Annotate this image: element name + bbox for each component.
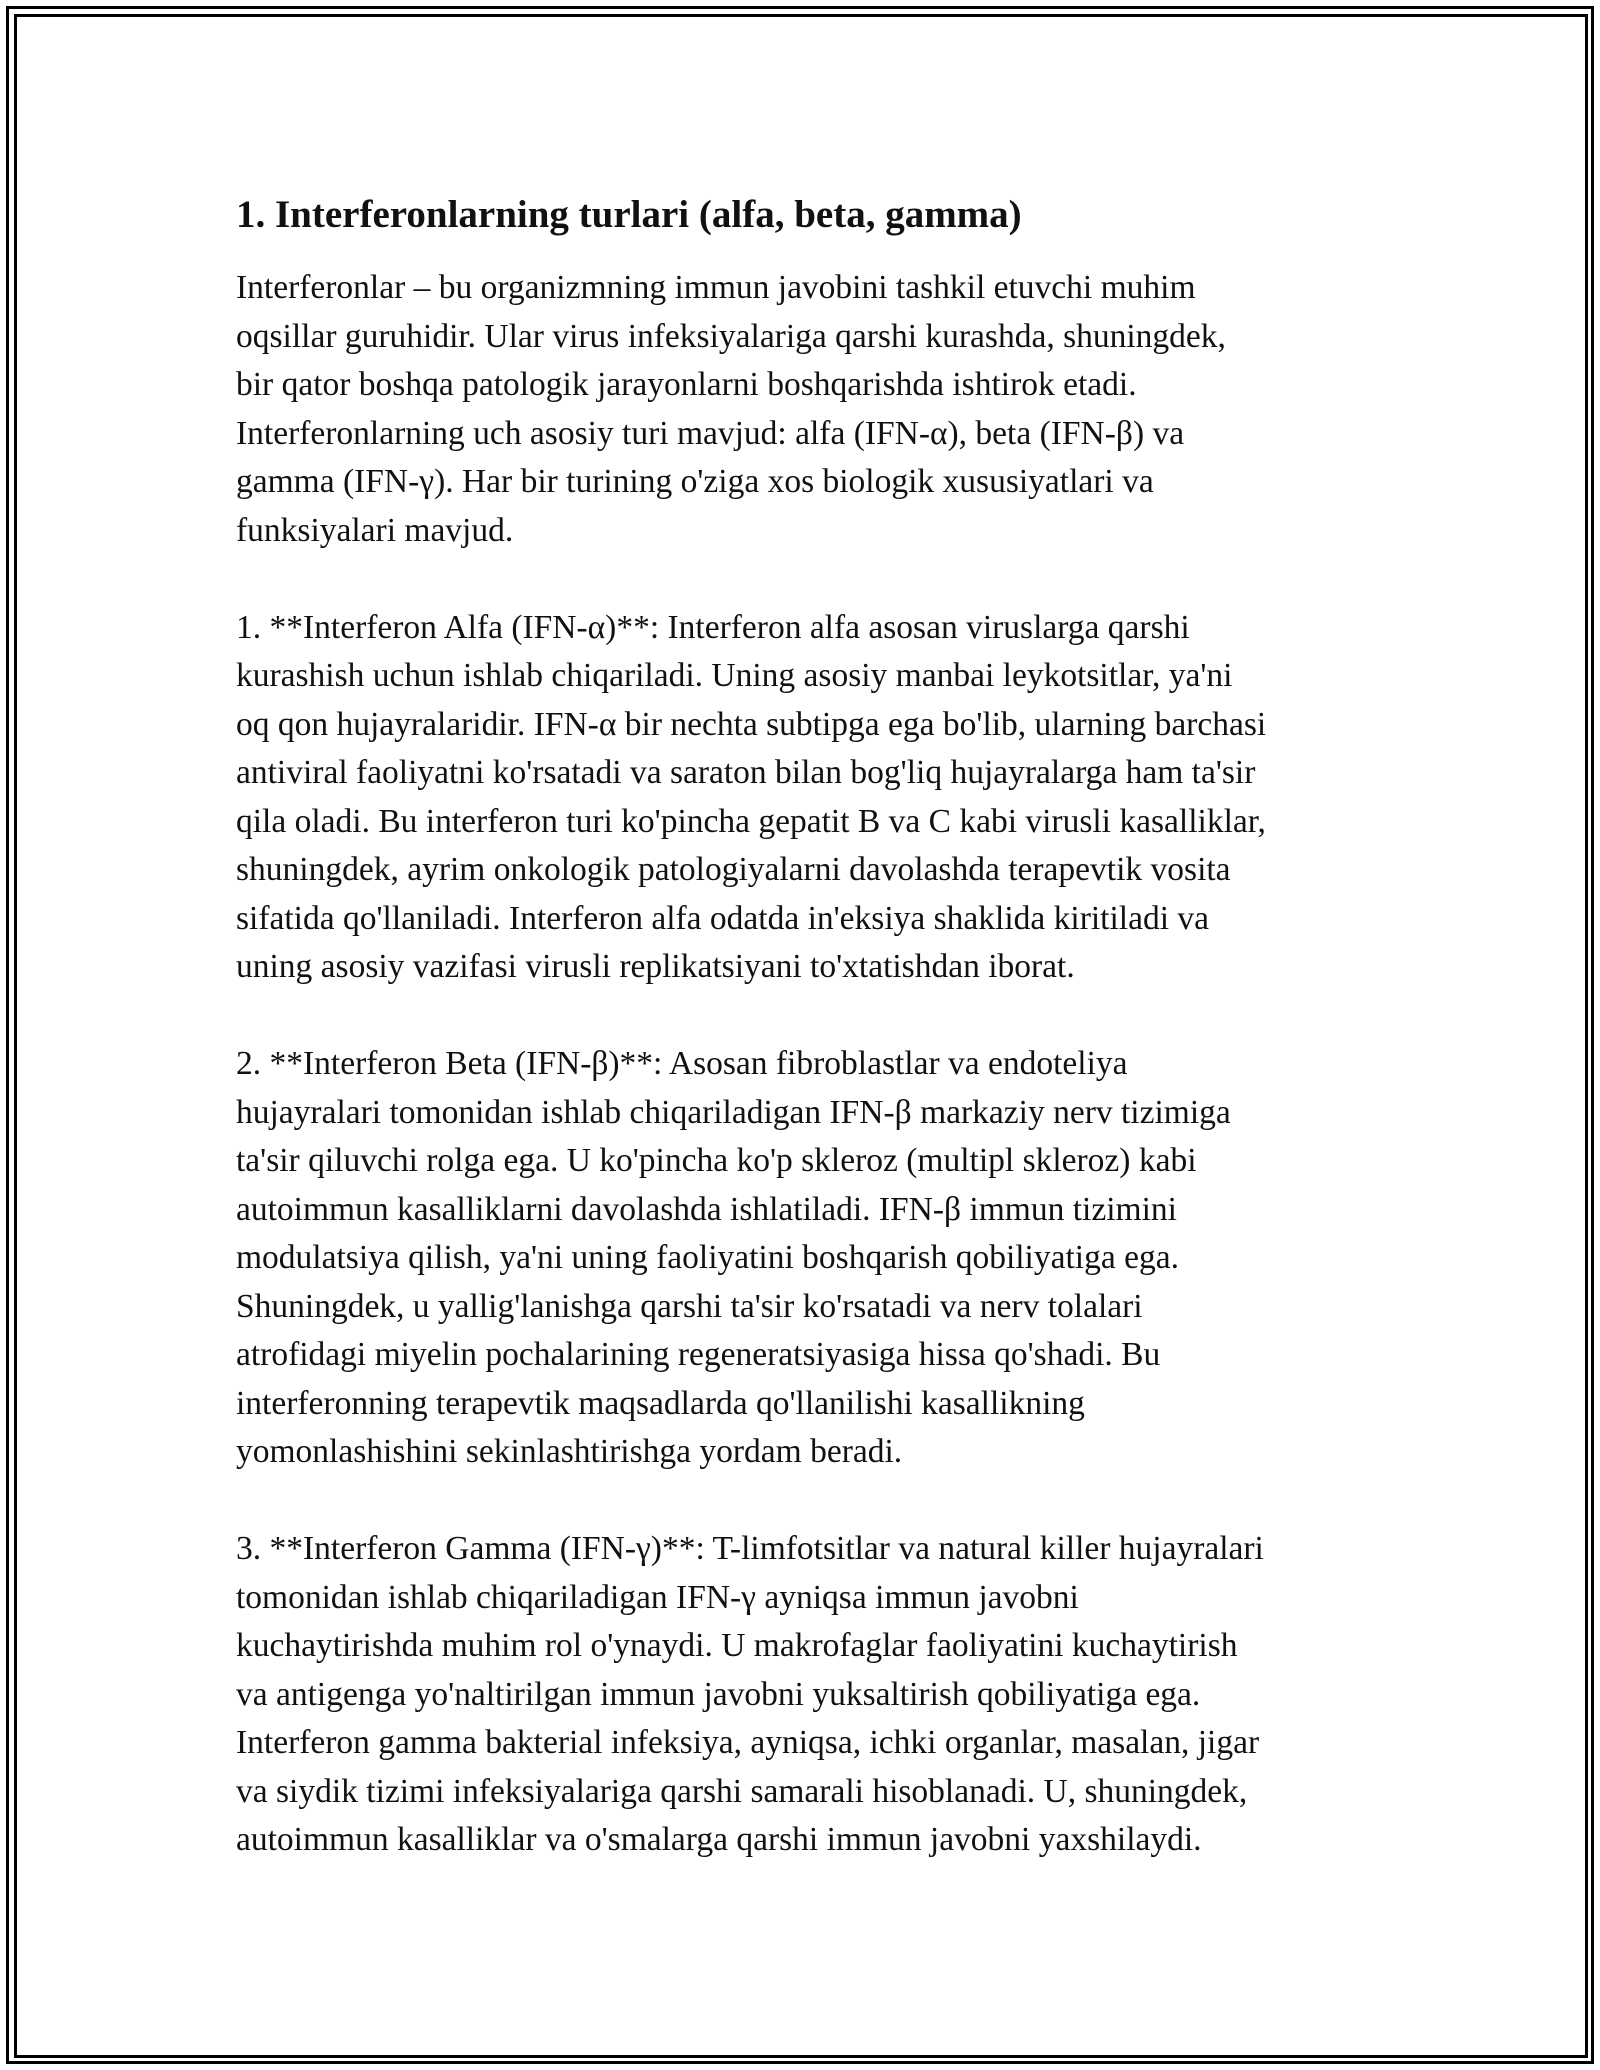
intro-paragraph: Interferonlar – bu organizmning immun javobini tashkil etuvchi muhim oqsillar guruhidir. Ular virus infeksiyalariga qarshi kurashda, shuningdek, bir qator boshqa patologik jarayonlarni boshqarishda ishtirok etadi. Interferonlarning uch asosiy turi mavjud: alfa (IFN-α), beta (IFN-β) va gamma (IFN-γ). Har bir turining o'ziga xos biologik xususiyatlari va funksiyalari mavjud. (236, 269, 1226, 549)
section-heading: 1. Interferonlarning turlari (alfa, beta, gamma) (236, 193, 1022, 236)
interferon-alfa-paragraph: 1. **Interferon Alfa (IFN-α)**: Interferon alfa asosan viruslarga qarshi kurashish uchun ishlab chiqariladi. Uning asosiy manbai leykotsitlar, ya'ni oq qon hujayralaridir. IFN-α bir nechta subtipga ega bo'lib, ularning barchasi antiviral faoliyatni ko'rsatadi va saraton bilan bog'liq hujayralarga ham ta'sir qila oladi. Bu interferon turi ko'pincha gepatit B va C kabi virusli kasalliklar, shuningdek, ayrim onkologik patologiyalarni davolashda terapevtik vosita sifatida qo'llaniladi. Interferon alfa odatda in'eksiya shaklida kiritiladi va uning asosiy vazifasi virusli replikatsiyani to'xtatishdan iborat. (236, 608, 1267, 985)
interferon-beta-paragraph: 2. **Interferon Beta (IFN-β)**: Asosan fibroblastlar va endoteliya hujayralari tomonidan ishlab chiqariladigan IFN-β markaziy nerv tizimiga ta'sir qiluvchi rolga ega. U ko'pincha ko'p skleroz (multipl skleroz) kabi autoimmun kasalliklarni davolashda ishlatiladi. IFN-β immun tizimini modulatsiya qilish, ya'ni uning faoliyatini boshqarish qobiliyatiga ega. Shuningdek, u yallig'lanishga qarshi ta'sir ko'rsatadi va nerv tolalari atrofidagi miyelin pochalarining regeneratsiyasiga hissa qo'shadi. Bu interferonning terapevtik maqsadlarda qo'llanilishi kasallikning yomonlashishini sekinlashtirishga yordam beradi. (236, 1045, 1231, 1470)
interferon-gamma-paragraph: 3. **Interferon Gamma (IFN-γ)**: T-limfotsitlar va natural killer hujayralari tomonidan ishlab chiqariladigan IFN-γ ayniqsa immun javobni kuchaytirishda muhim rol o'ynaydi. U makrofaglar faoliyatini kuchaytirish va antigenga yo'naltirilgan immun javobni yuksaltirish qobiliyatiga ega. Interferon gamma bakterial infeksiya, ayniqsa, ichki organlar, masalan, jigar va siydik tizimi infeksiyalariga qarshi samarali hisoblanadi. U, shuningdek, autoimmun kasalliklar va o'smalarga qarshi immun javobni yaxshilaydi. (236, 1530, 1264, 1858)
document-body (236, 186, 1416, 1913)
